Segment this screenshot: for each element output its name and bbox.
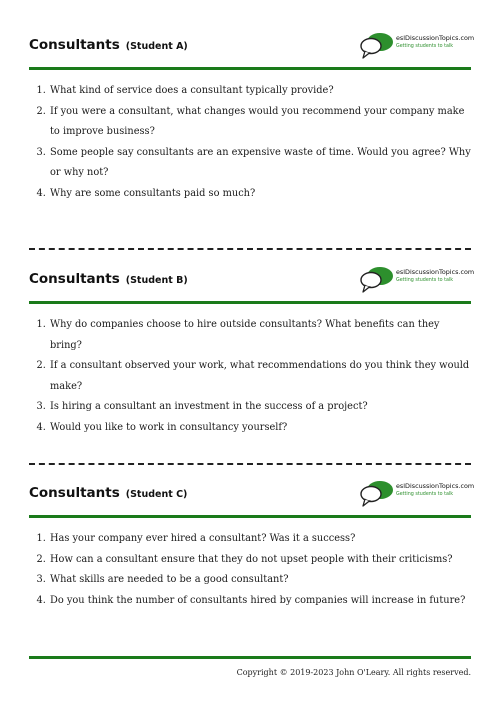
logo-name: eslDiscussionTopics.com bbox=[396, 482, 475, 490]
logo-name: eslDiscussionTopics.com bbox=[396, 268, 475, 276]
question-item: 4. Would you like to work in consultancy yourself? bbox=[49, 418, 471, 439]
speech-bubbles-icon bbox=[359, 32, 395, 60]
speech-bubbles-icon bbox=[359, 266, 395, 294]
section-header bbox=[29, 34, 475, 67]
header-rule bbox=[29, 67, 471, 70]
question-item: 1. Has your company ever hired a consultant? Was it a success? bbox=[49, 529, 471, 550]
header-rule bbox=[29, 301, 471, 304]
copyright-notice: Copyright © 2019-2023 John O'Leary. All rights reserved. bbox=[236, 668, 471, 677]
footer-rule bbox=[29, 656, 471, 659]
question-item: 1. What kind of service does a consultant typically provide? bbox=[49, 81, 471, 102]
student-label: (Student C) bbox=[125, 489, 188, 500]
question-item: 2. How can a consultant ensure that they do not upset people with their criticisms? bbox=[49, 550, 471, 571]
section-header bbox=[29, 268, 475, 301]
question-item: 4. Why are some consultants paid so much? bbox=[49, 184, 471, 205]
question-item: 2. If a consultant observed your work, what recommendations do you think they would make? bbox=[49, 356, 471, 397]
logo-tagline: Getting students to talk bbox=[396, 44, 454, 49]
section-student-b bbox=[29, 268, 475, 439]
site-logo bbox=[359, 480, 475, 508]
title-text: Consultants bbox=[29, 37, 120, 53]
section-title bbox=[29, 271, 188, 287]
title-text: Consultants bbox=[29, 485, 120, 501]
site-logo bbox=[359, 266, 475, 294]
question-item: 3. What skills are needed to be a good consultant? bbox=[49, 570, 471, 591]
question-item: 4. Do you think the number of consultants hired by companies will increase in future? bbox=[49, 591, 471, 612]
question-item: 1. Why do companies choose to hire outside consultants? What benefits can they bring? bbox=[49, 315, 471, 356]
logo-tagline: Getting students to talk bbox=[396, 492, 454, 497]
question-item: 2. If you were a consultant, what changes would you recommend your company make to improve business? bbox=[49, 102, 471, 143]
header-rule bbox=[29, 515, 471, 518]
question-list bbox=[29, 315, 471, 439]
logo-name: eslDiscussionTopics.com bbox=[396, 34, 475, 42]
student-label: (Student A) bbox=[125, 41, 188, 52]
section-student-c bbox=[29, 482, 475, 611]
question-list bbox=[29, 81, 471, 205]
cut-line-divider bbox=[29, 248, 471, 250]
question-list bbox=[29, 529, 471, 611]
question-item: 3. Some people say consultants are an expensive waste of time. Would you agree? Why or why not? bbox=[49, 143, 471, 184]
section-title bbox=[29, 37, 188, 53]
site-logo bbox=[359, 32, 475, 60]
title-text: Consultants bbox=[29, 271, 120, 287]
student-label: (Student B) bbox=[125, 275, 188, 286]
section-header bbox=[29, 482, 475, 515]
cut-line-divider bbox=[29, 463, 471, 465]
section-student-a bbox=[29, 34, 475, 205]
question-item: 3. Is hiring a consultant an investment in the success of a project? bbox=[49, 397, 471, 418]
speech-bubbles-icon bbox=[359, 480, 395, 508]
logo-tagline: Getting students to talk bbox=[396, 278, 454, 283]
section-title bbox=[29, 485, 187, 501]
